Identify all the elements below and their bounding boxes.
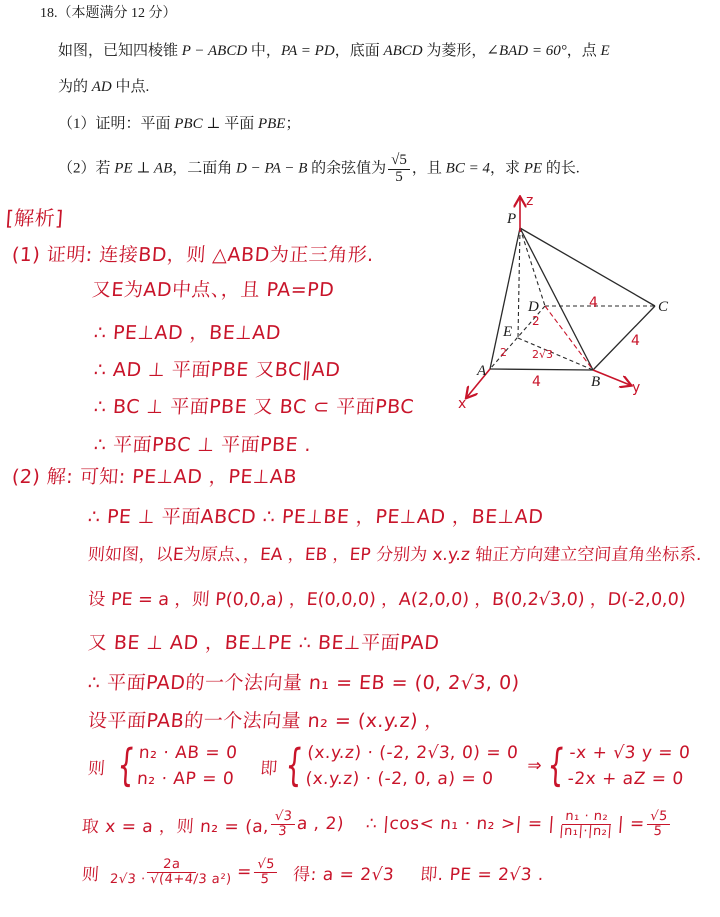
- stem-text: 为菱形，: [422, 43, 487, 59]
- fraction-numerator: √5: [647, 810, 672, 825]
- point-label-C: C: [658, 299, 669, 315]
- problem-part-1: [58, 112, 300, 133]
- part-text: ，二面角: [172, 160, 237, 177]
- fraction-denominator: 5: [653, 823, 663, 839]
- fraction: [646, 810, 672, 838]
- final-answer: 即. PE = 2√3 .: [419, 864, 545, 885]
- part-text: 的余弦值为: [307, 160, 387, 177]
- solution-line: ∴ 平面PBC ⊥ 平面PBE .: [93, 434, 312, 456]
- fraction-numerator: √5: [388, 153, 410, 170]
- fraction-denominator: 5: [395, 168, 403, 185]
- fraction-numerator: 2a: [147, 858, 197, 873]
- part-text: 的长.: [542, 160, 580, 177]
- fraction: [270, 810, 296, 838]
- solution-line: (1) 证明: 连接BD，则 △ABD为正三角形.: [11, 244, 375, 266]
- problem-part-2: [58, 153, 580, 186]
- fraction-denominator: 5: [260, 871, 271, 887]
- problem-number: 18.: [40, 6, 58, 21]
- solution-line: ∴ PE ⊥ 平面ABCD ∴ PE⊥BE ，PE⊥AD ，BE⊥AD: [87, 506, 545, 528]
- part-math: PE: [523, 160, 543, 177]
- equation: n₂ · AP = 0: [136, 769, 235, 789]
- solution-line: 又E为AD中点、，且 PA=PD: [91, 279, 336, 301]
- solution-line: 设 PE = a ，则 P(0,0,a) ，E(0,0,0) ，A(2,0,0) ，B(0,2√3,0) ，D(-2,0,0): [87, 590, 687, 610]
- pyramid-diagram: [440, 190, 720, 415]
- solution-text: ∴ |cos< n₁ · n₂ >| = |: [365, 814, 556, 835]
- point-label-B: B: [591, 374, 601, 390]
- part-label: （1）证明：平面: [58, 116, 175, 132]
- fraction-denominator: 3: [277, 823, 288, 839]
- length-DC: 4: [589, 295, 598, 311]
- part-math: PBC: [174, 116, 203, 132]
- problem-header: [40, 2, 177, 22]
- fraction-denominator: 2√3 · √(4+4/3 a²): [109, 871, 233, 887]
- system-connector: 即: [259, 758, 279, 779]
- system-vector-conditions: [136, 740, 238, 792]
- fraction: [556, 810, 617, 838]
- part-text: ；: [285, 116, 301, 132]
- system-prefix: 则: [87, 758, 107, 779]
- solution-text: 得: a = 2√3: [292, 864, 395, 885]
- system-dot-products: [305, 740, 520, 792]
- fraction-numerator: √5: [254, 858, 279, 873]
- part-math: BC = 4: [445, 160, 490, 177]
- part-math: D − PA − B: [236, 160, 308, 177]
- length-ED: 2: [532, 314, 540, 328]
- axis-label-y: y: [632, 380, 641, 396]
- fraction-numerator: n₁ · n₂: [562, 810, 612, 825]
- length-EA: 2: [500, 346, 507, 359]
- stem-text: 为的: [58, 79, 92, 95]
- part-text: ，且: [411, 160, 446, 177]
- problem-score-note: （本题满分 12 分）: [57, 6, 177, 21]
- stem-text: ，点: [566, 43, 601, 59]
- solution-line: (2) 解: 可知: PE⊥AD ，PE⊥AB: [11, 466, 298, 488]
- axis-label-x: x: [458, 396, 467, 412]
- stem-text: 中，: [247, 43, 281, 59]
- part-math: PE ⊥ AB: [114, 160, 173, 177]
- point-label-D: D: [528, 299, 539, 315]
- part-math: PBE: [257, 116, 286, 132]
- stem-math: PA = PD: [280, 43, 335, 59]
- left-brace-icon: {: [115, 740, 137, 791]
- stem-text: 如图，已知四棱锥: [58, 43, 182, 59]
- solution-text: a , 2): [296, 814, 345, 835]
- solution-text: 则: [81, 864, 101, 885]
- fraction: [107, 858, 237, 886]
- left-brace-icon: {: [546, 740, 567, 791]
- stem-math: ABCD: [383, 43, 423, 59]
- equation: n₂ · AB = 0: [138, 743, 239, 763]
- solution-line: ∴ PE⊥AD ，BE⊥AD: [93, 322, 282, 344]
- final-answer-line: [81, 858, 545, 886]
- cosine-value-fraction: [388, 153, 410, 186]
- coordinate-axes: [467, 198, 630, 397]
- equation-system-row: [86, 740, 691, 792]
- fraction-denominator: |n₁|·|n₂|: [558, 823, 613, 839]
- equation: -2x + aZ = 0: [567, 769, 685, 789]
- point-label-E: E: [503, 324, 513, 340]
- equation: (x.y.z) · (-2, 2√3, 0) = 0: [306, 743, 519, 763]
- length-BC: 4: [631, 333, 640, 349]
- stem-math: P − ABCD: [181, 43, 248, 59]
- solution-text: =: [236, 862, 253, 883]
- solution-line: 则如图，以E为原点、，EA ，EB ，EP 分别为 x.y.z 轴正方向建立空间直角坐标系.: [87, 545, 703, 565]
- solution-line: ∴ AD ⊥ 平面PBE 又BC∥AD: [93, 359, 342, 381]
- axis-label-z: z: [526, 193, 534, 209]
- part-text: ，求: [489, 160, 524, 177]
- solution-line: ∴ 平面PAD的一个法向量 n₁ = EB = (0, 2√3, 0): [87, 672, 521, 694]
- part-label: （2）若: [58, 160, 115, 177]
- implies-arrow-icon: ⇒: [526, 756, 543, 776]
- solution-line: 又 BE ⊥ AD ，BE⊥PE ∴ BE⊥平面PAD: [87, 632, 441, 654]
- problem-stem-line-2: [58, 75, 149, 96]
- stem-text: 中点.: [111, 79, 150, 95]
- point-label-A: A: [477, 363, 487, 379]
- problem-stem-line-1: [58, 39, 610, 60]
- solution-text: | =: [617, 814, 646, 835]
- stem-math: E: [600, 43, 610, 59]
- point-label-P: P: [507, 211, 517, 227]
- stem-math: ∠BAD = 60°: [486, 43, 567, 59]
- solution-header: [解析]: [5, 206, 65, 230]
- normal-vector-line: [81, 810, 673, 838]
- equation: (x.y.z) · (-2, 0, a) = 0: [304, 769, 495, 789]
- length-EB: 2√3: [532, 348, 554, 361]
- solution-text: 取 x = a ，则 n₂ = (a,: [81, 816, 270, 837]
- fraction-numerator: √3: [271, 810, 296, 825]
- equation: -x + √3 y = 0: [568, 743, 691, 763]
- solution-line: ∴ BC ⊥ 平面PBE 又 BC ⊂ 平面PBC: [93, 396, 415, 418]
- solution-line: 设平面PAB的一个法向量 n₂ = (x.y.z) ，: [87, 710, 445, 732]
- system-linear-equations: [567, 740, 691, 792]
- part-text: ⊥ 平面: [202, 116, 258, 132]
- stem-text: ，底面: [334, 43, 384, 59]
- stem-math: AD: [91, 79, 112, 95]
- left-brace-icon: {: [283, 740, 305, 791]
- length-AB: 4: [532, 374, 541, 390]
- fraction: [253, 858, 279, 886]
